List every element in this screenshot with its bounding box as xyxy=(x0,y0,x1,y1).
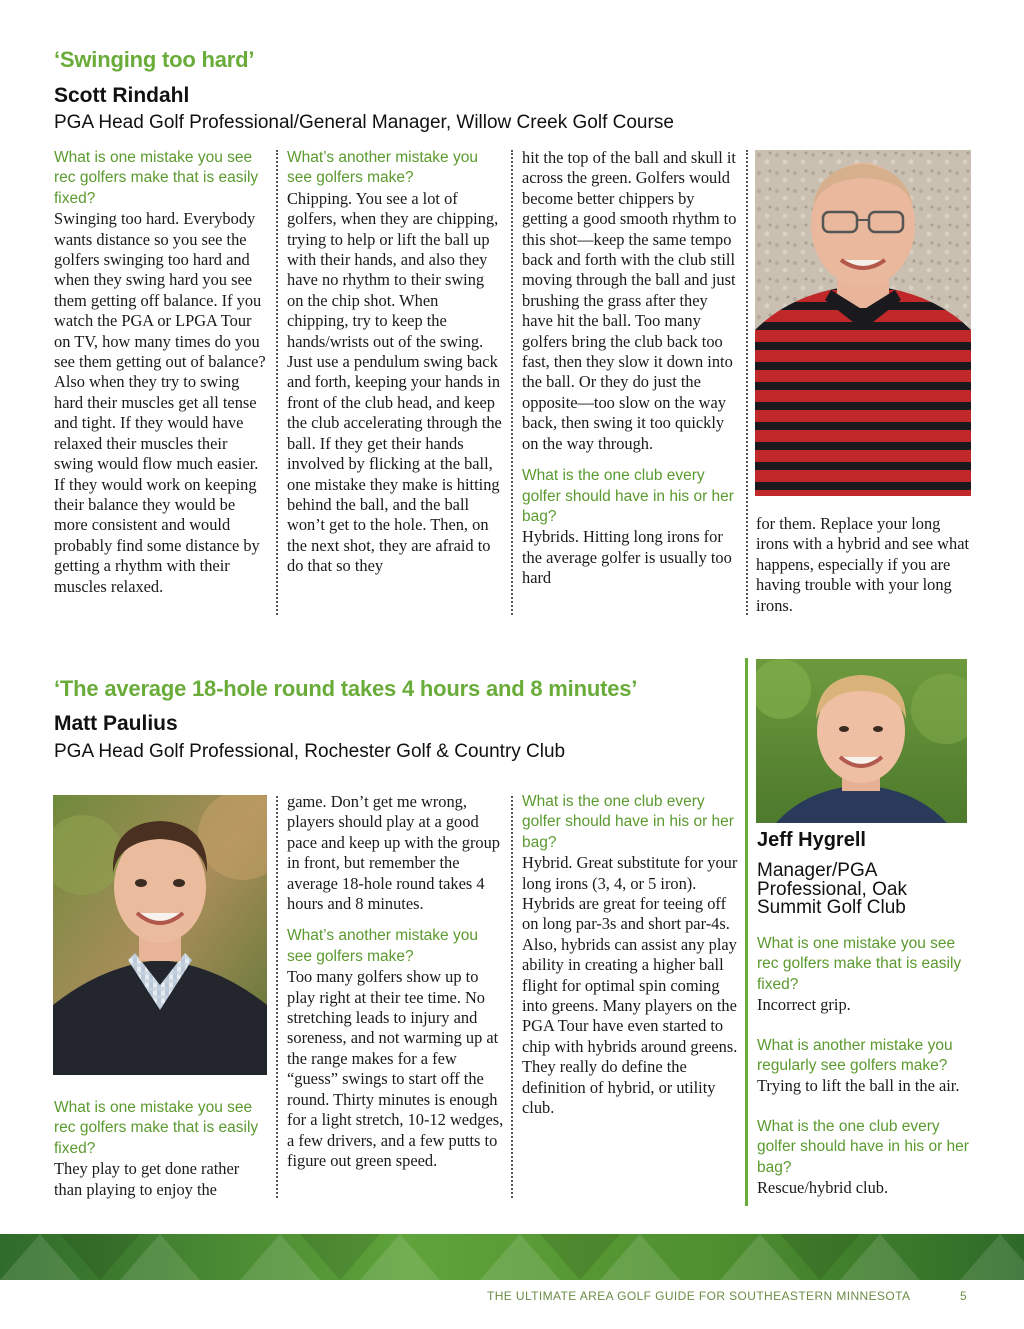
section1-answer-1: Swinging too hard. Everybody wants distance so you see the golfers swinging too hard and when they swing hard you see them getting off balance. If you watch the PGA or LPGA Tour on TV, how many times do you see them getting out of balance? Also when they try to swing hard their muscles get all tense and tight. If they would have relaxed their muscles their swing would flow much easier. If they would work on keeping their balance they would be more consistent and would probably find some distance by getting a rhythm with their muscles relaxed. xyxy=(54,209,266,596)
footer-publication-title: THE ULTIMATE AREA GOLF GUIDE FOR SOUTHEASTERN MINNESOTA xyxy=(487,1289,911,1303)
section1-column-3 xyxy=(522,148,740,589)
section1-column-1 xyxy=(54,148,270,597)
column-divider xyxy=(511,150,513,615)
section2-answer-2: Too many golfers show up to play right at their tee time. No stretching leads to injury and soreness, and not warming up at the range makes for a few “guess” swings to start off the round. Thirty minutes is enough for a light stretch, 10-12 wedges, a few drivers, and a few putts to figure out green speed. xyxy=(287,967,504,1170)
column-divider xyxy=(511,796,513,1198)
scott-rindahl-photo xyxy=(755,150,971,496)
section3-answer-3: Rescue/hybrid club. xyxy=(757,1178,889,1198)
section2-column-1 xyxy=(54,1098,270,1200)
jeff-hygrell-photo xyxy=(756,659,967,823)
section2-answer-1-continued: game. Don’t get me wrong, players should play at a good pace and keep up with the group in front, but remember the average 18-hole round takes 4 hours and 8 minutes. xyxy=(287,792,501,914)
section3-question-3: What is the one club every golfer should have in his or her bag? xyxy=(757,1117,969,1176)
section1-answer-3: Hybrids. Hitting long irons for the average golfer is usually too hard xyxy=(522,527,732,588)
section1-answer-2-continued: hit the top of the ball and skull it across the green. Golfers would become better chippers by getting a good smooth rhythm to this shot—keep the same tempo back and forth with the club still moving through the ball and just brushing the grass after they have hit the ball. Too many golfers bring the club back too fast, then they slow it down into the ball. Or they do just the opposite—too slow on the way back, then swing it too quickly on the way through. xyxy=(522,148,737,453)
section3-question-2: What is another mistake you regularly see golfers make? xyxy=(757,1036,953,1075)
section1-role: PGA Head Golf Professional/General Manager, Willow Creek Golf Course xyxy=(54,112,674,133)
section2-column-2 xyxy=(287,792,505,1171)
section3-name: Jeff Hygrell xyxy=(757,829,866,851)
section1-question-3: What is the one club every golfer should have in his or her bag? xyxy=(522,467,734,525)
section2-question-2: What’s another mistake you see golfers make? xyxy=(287,927,478,965)
section2-headline: ‘The average 18-hole round takes 4 hours and 8 minutes’ xyxy=(54,676,638,701)
section1-name: Scott Rindahl xyxy=(54,84,190,107)
matt-paulius-photo xyxy=(53,795,267,1075)
section1-answer-2: Chipping. You see a lot of golfers, when they are chipping, trying to help or lift the ball up with their hands, and also they have no rhythm to their swing on the chip shot. When chipping, try to keep the hands/wrists out of the swing. Just use a pendulum swing back and forth, keeping your hands in front of the club head, and keep the club accelerating through the ball. If they get their hands involved by flicking at the ball, one mistake they make is hitting behind the ball, and the ball won’t get to the hole. Then, on the next shot, they are afraid to do that so they xyxy=(287,188,502,576)
section2-answer-1: They play to get done rather than playing to enjoy the xyxy=(54,1159,240,1199)
footer-page-number: 5 xyxy=(960,1289,968,1303)
section1-answer-3-continued: for them. Replace your long irons with a hybrid and see what happens, especially if you are having trouble with your long irons. xyxy=(756,514,970,615)
footer-green-band xyxy=(0,1234,1024,1280)
section1-column-2 xyxy=(287,148,503,577)
section1-question-2: What’s another mistake you see golfers make? xyxy=(287,149,478,187)
section3-answer-1: Incorrect grip. xyxy=(757,995,851,1015)
section3-answer-2: Trying to lift the ball in the air. xyxy=(757,1076,960,1096)
section2-column-3 xyxy=(522,792,740,1119)
section2-role: PGA Head Golf Professional, Rochester Golf & Country Club xyxy=(54,741,566,762)
section1-column-4 xyxy=(756,514,972,616)
section3-role: Manager/PGA Professional, Oak Summit Golf Club xyxy=(757,860,907,918)
section3-question-1: What is one mistake you see rec golfers make that is easily fixed? xyxy=(757,935,962,993)
section2-question-1: What is one mistake you see rec golfers make that is easily fixed? xyxy=(54,1099,259,1157)
section3-column xyxy=(757,934,979,1198)
section1-headline: ‘Swinging too hard’ xyxy=(54,47,255,72)
section2-name: Matt Paulius xyxy=(54,712,178,735)
section2-question-3: What is the one club every golfer should have in his or her bag? xyxy=(522,793,734,851)
section1-question-1: What is one mistake you see rec golfers make that is easily fixed? xyxy=(54,149,259,207)
column-divider xyxy=(276,150,278,615)
sidebar-accent-line xyxy=(745,658,748,1206)
section2-answer-3: Hybrid. Great substitute for your long irons (3, 4, or 5 iron). Hybrids are great for teeing off on long par-3s and short par-4s. Also, hybrids can assist any play ability in creating a higher ball flight for optimal spin coming into greens. Many players on the PGA Tour have even started to chip with hybrids around greens. They really do define the definition of hybrid, or utility club. xyxy=(522,853,738,1118)
column-divider xyxy=(276,796,278,1198)
column-divider xyxy=(746,150,748,615)
